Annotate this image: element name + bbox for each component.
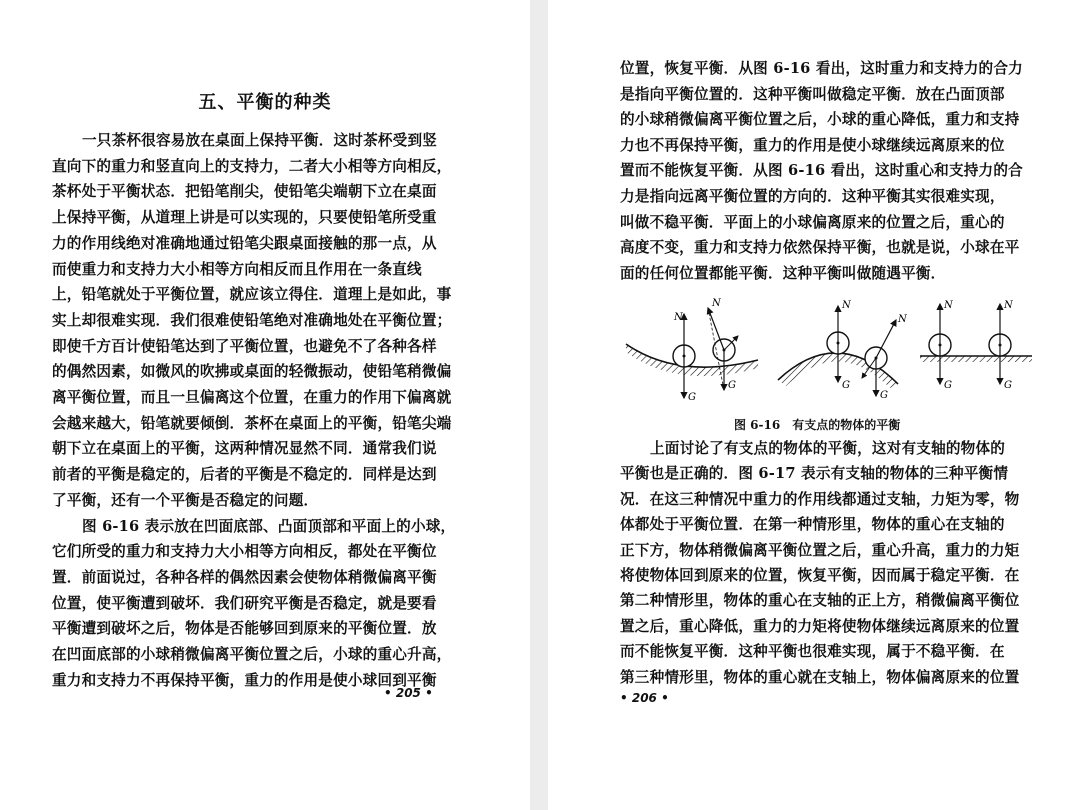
normal-force-label: N	[712, 298, 721, 309]
concave-surface-diagram	[626, 298, 758, 403]
text-line: 重力和支持力不再保持平衡，重力的作用是使小球回到平衡	[52, 671, 437, 689]
text-line: 是指向平衡位置的．这种平衡叫做稳定平衡．放在凸面顶部	[620, 85, 1005, 103]
text-line: 茶杯处于平衡状态．把铅笔削尖，使铅笔尖端朝下立在桌面	[52, 183, 437, 201]
text-line: 上面讨论了有支点的物体的平衡，这对有支轴的物体的	[650, 440, 1006, 457]
normal-force-label: N	[842, 300, 851, 311]
text-line: 高度不变，重力和支持力依然保持平衡，也就是说，小球在平	[620, 239, 1020, 257]
text-line: 力是指向远离平衡位置的方向的．这种平衡其实很难实现，	[620, 188, 1005, 205]
text-line: 了平衡，还有一个平衡是否稳定的问题．	[52, 491, 319, 509]
text-line: 朝下立在桌面上的平衡，这两种情况显然不同．通常我们说	[52, 440, 437, 458]
text-line: 第二种情形里，物体的重心在支轴的正上方，稍微偏离平衡位	[620, 592, 1020, 610]
text-line: 的偶然因素，如微风的吹拂或桌面的轻微振动，使铅笔稍微偏	[52, 363, 452, 381]
text-line: 力也不再保持平衡，重力的作用是使小球继续远离原来的位	[620, 136, 1005, 154]
text-line: 前者的平衡是稳定的，后者的平衡是不稳定的．同样是达到	[52, 466, 437, 484]
text-line: 体都处于平衡位置．在第一种情形里，物体的重心在支轴的	[620, 516, 1005, 534]
gravity-label: G	[842, 380, 850, 391]
left-page	[0, 0, 530, 810]
gravity-label: G	[688, 392, 696, 403]
gravity-label: G	[1004, 380, 1012, 391]
text-line: 离平衡位置，而且一旦偏离这个位置，在重力的作用下偏离就	[52, 389, 452, 406]
text-line: 第三种情形里，物体的重心就在支轴上，物体偏离原来的位置	[620, 668, 1020, 686]
text-line: 而使重力和支持力大小相等方向相反而且作用在一条直线	[52, 260, 422, 278]
text-line: 上，铅笔就处于平衡位置，就应该立得住．道理上是如此，事	[52, 286, 452, 304]
text-line: 面的任何位置都能平衡．这种平衡叫做随遇平衡．	[620, 264, 946, 282]
text-line: 置．前面说过，各种各样的偶然因素会使物体稍微偏离平衡	[52, 568, 437, 586]
text-line: 力的作用线绝对准确地通过铅笔尖跟桌面接触的那一点，从	[52, 234, 437, 252]
text-line: 平衡也是正确的．图 6-17 表示有支轴的物体的三种平衡情	[620, 465, 1009, 483]
figure-caption: 图 6-16 有支点的物体的平衡	[734, 418, 901, 432]
normal-force-label: N	[674, 312, 683, 323]
text-line: 实上却很难实现．我们很难使铅笔绝对准确地处在平衡位置；	[52, 311, 452, 329]
figure-6-16	[618, 292, 1038, 410]
text-line: 图 6-16 表示放在凹面底部、凸面顶部和平面上的小球，	[82, 517, 456, 535]
text-line: 叫做不稳平衡．平面上的小球偏离原来的位置之后，重心的	[620, 213, 1005, 231]
gravity-label: G	[728, 380, 736, 391]
text-line: 置而不能恢复平衡．从图 6-16 看出，这时重心和支持力的合	[620, 162, 1023, 180]
text-line: 置之后，重心降低，重力的力矩将使物体继续远离原来的位置	[620, 617, 1020, 635]
text-line: 的小球稍微偏离平衡位置之后，小球的重心降低，重力和支持	[620, 111, 1020, 129]
book-gutter	[530, 0, 548, 810]
gravity-label: G	[880, 390, 888, 401]
section-title: 五、平衡的种类	[198, 92, 332, 113]
text-line: 在凹面底部的小球稍微偏离平衡位置之后，小球的重心升高，	[52, 646, 452, 663]
text-line: 一只茶杯很容易放在桌面上保持平衡．这时茶杯受到竖	[82, 132, 438, 149]
text-line: 即使千方百计使铅笔达到了平衡位置，也避免不了各种各样	[52, 337, 437, 355]
text-line: 况．在这三种情况中重力的作用线都通过支轴，力矩为零，物	[620, 490, 1020, 508]
flat-surface-diagram	[920, 300, 1032, 391]
text-line: 位置，恢复平衡．从图 6-16 看出，这时重力和支持力的合力	[620, 60, 1023, 77]
page-number-left: • 205 •	[384, 686, 433, 700]
text-line: 正下方，物体稍微偏离平衡位置之后，重心升高，重力的力矩	[620, 541, 1020, 559]
text-line: 直向下的重力和竖直向上的支持力，二者大小相等方向相反，	[52, 157, 452, 175]
normal-force-label: N	[944, 300, 953, 311]
text-line: 而不能恢复平衡．这种平衡也很难实现，属于不稳平衡．在	[620, 643, 1005, 661]
page-number-right: • 206 •	[620, 691, 669, 705]
text-line: 位置，使平衡遭到破坏．我们研究平衡是否稳定，就是要看	[52, 594, 437, 612]
right-page	[548, 0, 1080, 810]
normal-force-label: N	[1004, 300, 1013, 311]
convex-surface-diagram	[778, 300, 908, 401]
text-line: 平衡遭到破坏之后，物体是否能够回到原来的平衡位置．放	[52, 620, 437, 638]
normal-force-label: N	[898, 314, 907, 325]
text-line: 上保持平衡，从道理上讲是可以实现的，只要使铅笔所受重	[52, 209, 437, 227]
gravity-label: G	[944, 380, 952, 391]
text-line: 会越来越大，铅笔就要倾倒．茶杯在桌面上的平衡，铅笔尖端	[52, 414, 452, 432]
text-line: 它们所受的重力和支持力大小相等方向相反，都处在平衡位	[52, 543, 437, 561]
text-line: 将使物体回到原来的位置，恢复平衡，因而属于稳定平衡．在	[620, 567, 1020, 584]
